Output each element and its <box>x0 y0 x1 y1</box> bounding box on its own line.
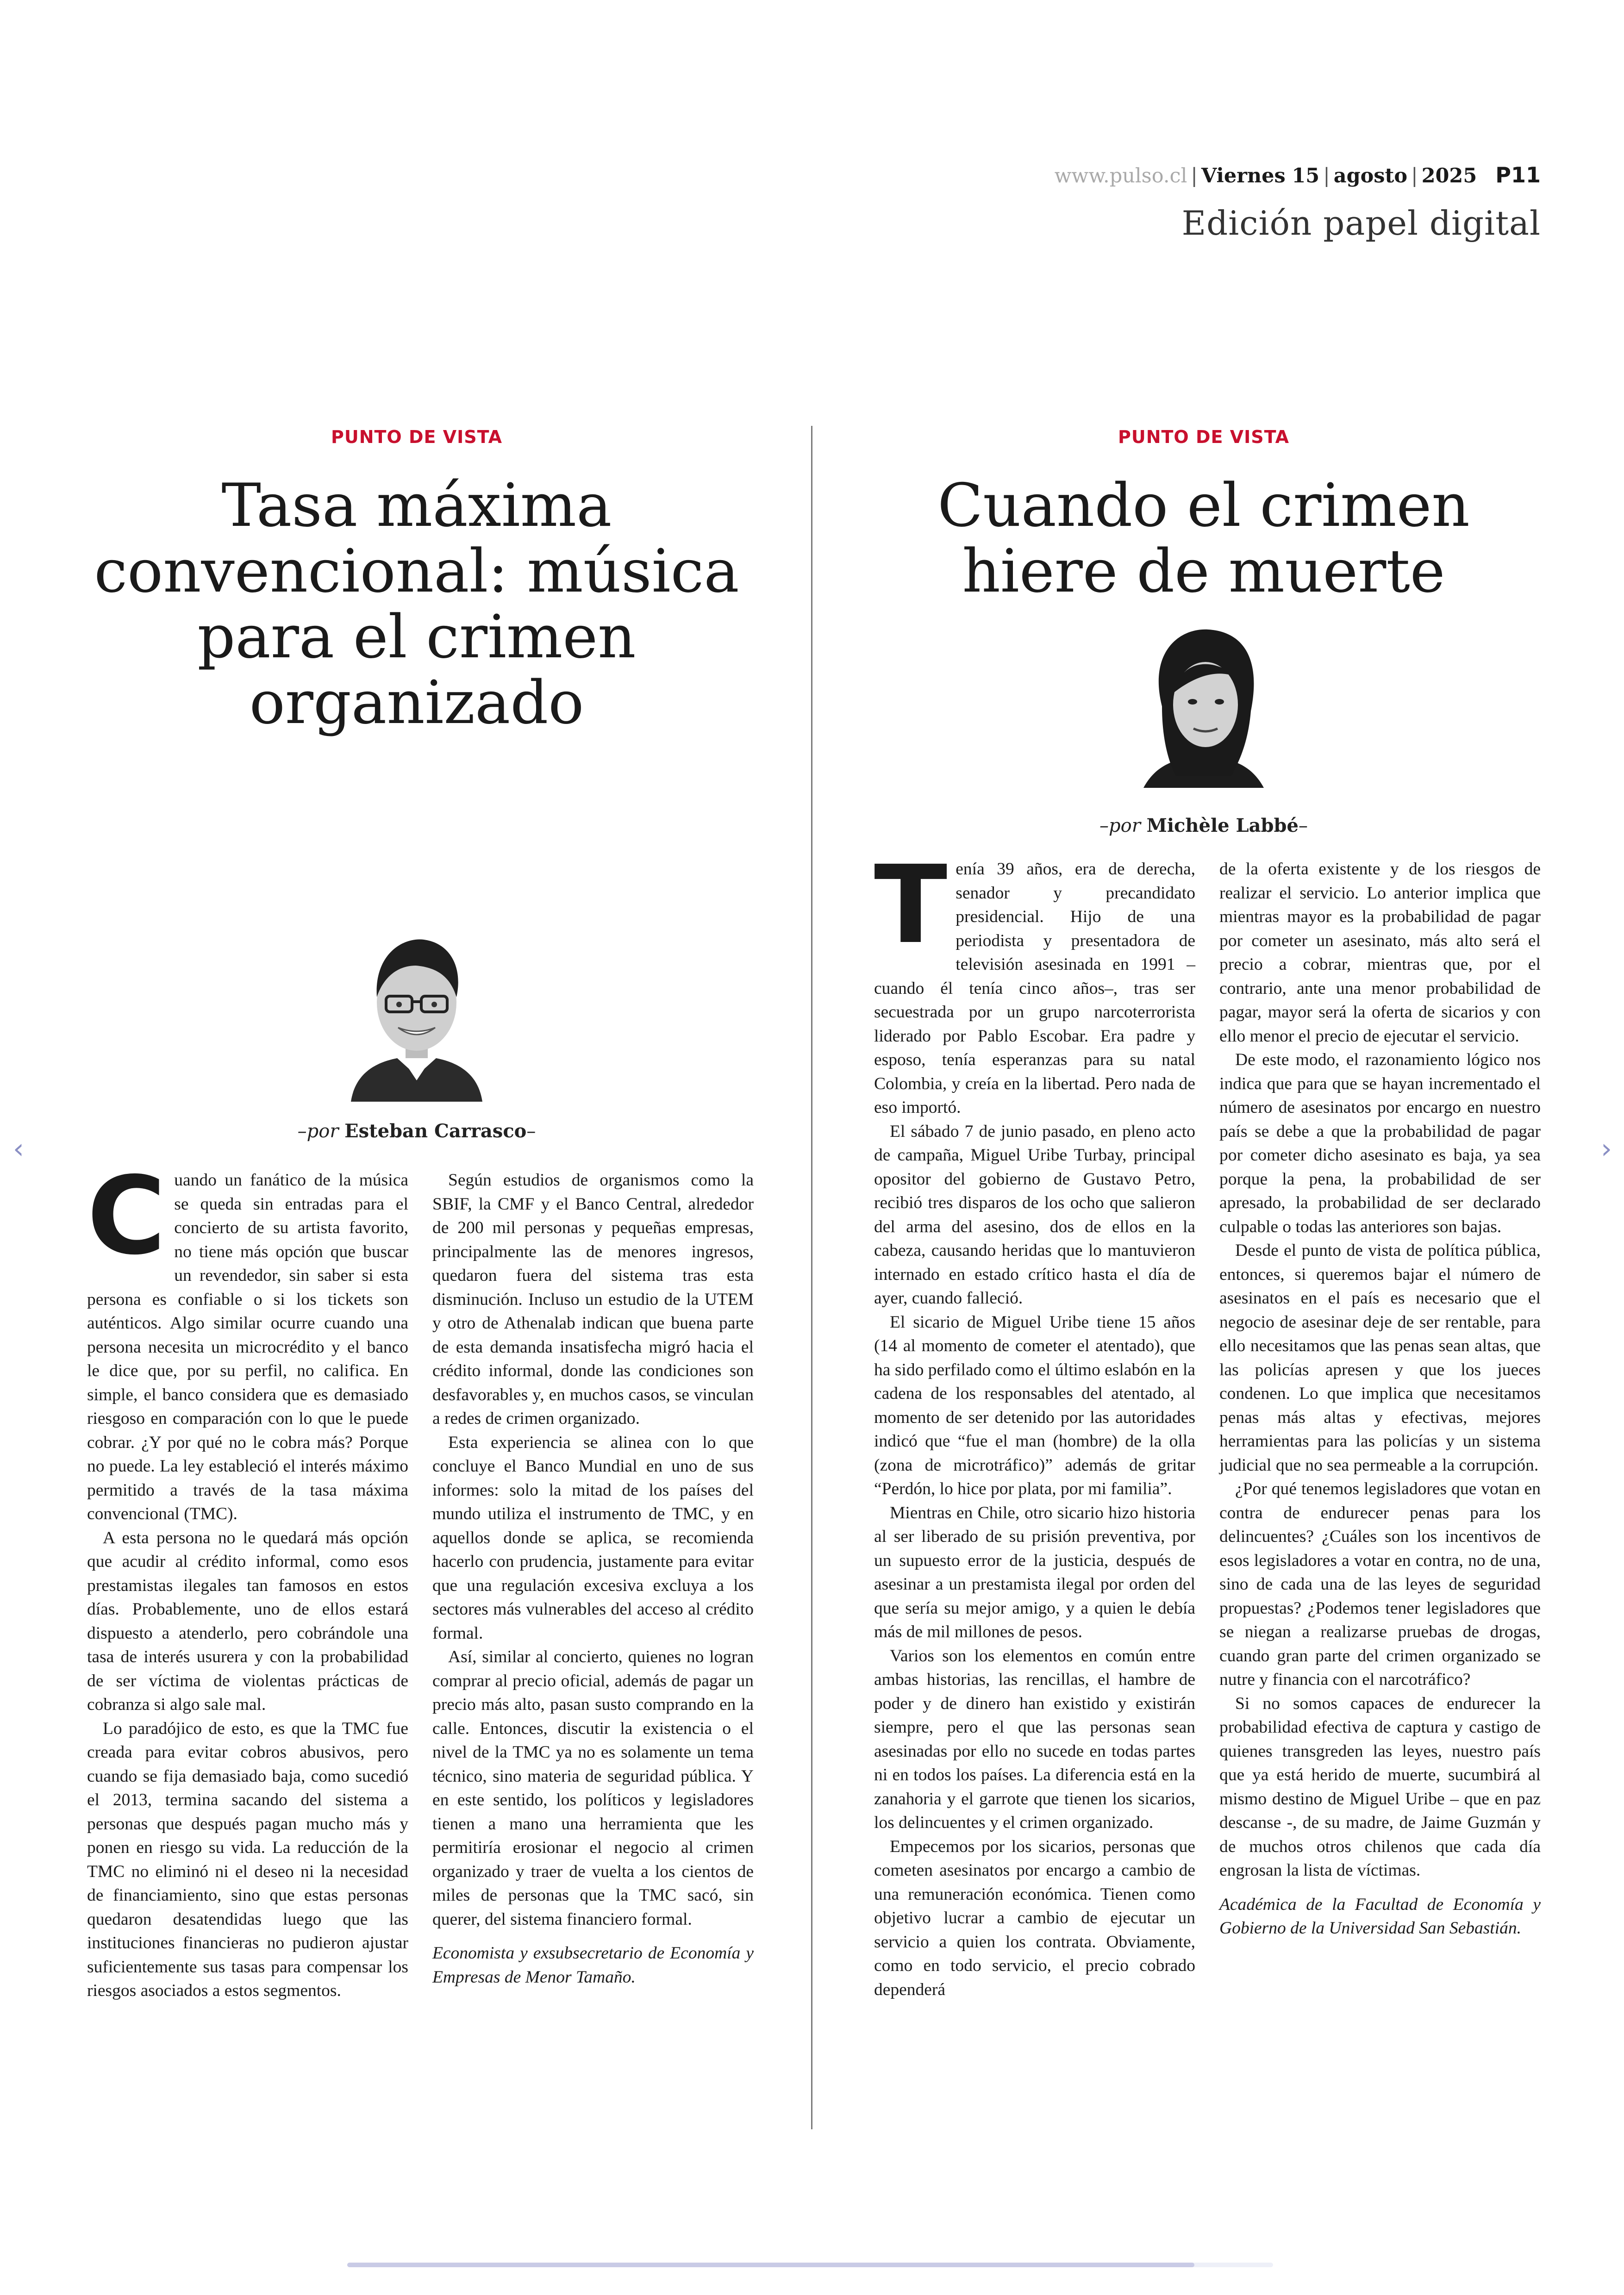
right-article-col2 <box>1219 857 1541 1940</box>
left-author[interactable]: Esteban Carrasco <box>344 1120 527 1142</box>
right-author-signature: Académica de la Facultad de Economía y Gobierno de la Universidad San Sebastián. <box>1219 1895 1541 1938</box>
paragraph: Empecemos por los sicarios, personas que cometen asesinatos por encargo a cambio de una remuneración económica. Tienen como objetivo lucrar a cambio de ejecutar un servicio a quien los contrata. Obviamente, como en todo servicio, el precio cobrado dependerá <box>874 1837 1195 1999</box>
paragraph: uando un fanático de la música se queda sin entradas para el concierto de su artista favorito, no tiene más opción que buscar un revendedor, sin saber si esta persona es confiable o si los tickets son auténticos. Algo similar ocurre cuando una persona necesita un microcrédito y el banco le dice que, por su perfil, no califica. En simple, el banco considera que es demasiado riesgoso en comparación con lo que le puede cobrar. ¿Y por qué no le cobra más? Porque no puede. La ley estableció el interés máximo permitido a través de la tasa máxima convencional (TMC). <box>87 1171 408 1523</box>
paragraph: Según estudios de organismos como la SBIF, la CMF y el Banco Central, alrededor de 200 mil personas y pequeñas empresas, principalmente las de menores ingresos, quedaron fuera del sistema tras esta disminución. Incluso un estudio de la UTEM y otro de Athenalab indican que buena parte de esta demanda insatisfecha migró hacia el crédito informal, donde las condiciones son desfavorables y, en muchos casos, se vinculan a redes de crimen organizado. <box>432 1171 754 1428</box>
paragraph: El sicario de Miguel Uribe tiene 15 años (14 al momento de cometer el atentado), que ha sido perfilado como el último eslabón en la cadena de los responsables del atentado, al momento de ser detenido por las autoridades indicó que “fue el man (hombre) de la olla (zona de microtráfico)” además de gritar “Perdón, lo hice por plata, por mi familia”. <box>874 1312 1195 1498</box>
right-kicker: PUNTO DE VISTA <box>1118 427 1289 447</box>
left-byline-prefix: –por <box>297 1121 339 1142</box>
edition-label: Edición papel digital <box>1181 204 1541 243</box>
horizontal-scrollbar-thumb[interactable] <box>347 2263 1194 2267</box>
paragraph: El sábado 7 de junio pasado, en pleno acto de campaña, Miguel Uribe Turbay, principal opositor del gobierno de Gustavo Petro, recibió tres disparos de los ocho que salieron del arma del asesino, dos de ellos en la cabeza, causando heridas que lo mantuvieron internado en estado crítico hasta el día de ayer, cuando falleció. <box>874 1122 1195 1308</box>
author-portrait-esteban-carrasco <box>346 923 487 1102</box>
paragraph: enía 39 años, era de derecha, senador y precandidato presidencial. Hijo de una periodista y presentadora de televisión asesinada en 1991 –cuando él tenía cinco años–, tras ser secuestrada por un grupo narcoterrorista liderado por Pablo Escobar. Era padre y esposo, tenía esperanzas para su natal Colombia, y creía en la libertad. Pero nada de eso importó. <box>874 860 1195 1117</box>
paragraph: Lo paradójico de esto, es que la TMC fue creada para evitar cobros abusivos, pero cuando se fija demasiado baja, como sucedió el 2013, termina sacando del sistema a personas que después pagan mucho más y ponen en riesgo su vida. La reducción de la TMC no eliminó ni el deseo ni la necesidad de financiamiento, sino que estas personas quedaron desatendidas luego que las instituciones financieras no pudieron ajustar suficientemente sus tasas para compensar los riesgos asociados a estos segmentos. <box>87 1719 408 2000</box>
paragraph: ¿Por qué tenemos legisladores que votan en contra de endurecer penas para los delincuentes? ¿Cuáles son los incentivos de esos legisladores a votar en contra, no de una, sino de cada una de las leyes de seguridad propuestas? ¿Podemos tener legisladores que se niegan a realizarse pruebas de drogas, cuando gran parte del crimen organizado se nutre y financia con el narcotráfico? <box>1219 1479 1541 1689</box>
right-author[interactable]: Michèle Labbé <box>1146 815 1299 836</box>
left-byline: –por Esteban Carrasco– <box>297 1120 536 1142</box>
header-year: 2025 <box>1421 164 1477 187</box>
author-portrait-michele-labbe <box>1130 623 1278 788</box>
right-headline: Cuando el crimen hiere de muerte <box>937 471 1470 606</box>
right-byline-prefix: –por <box>1099 815 1141 836</box>
column-divider <box>811 426 812 2129</box>
chevron-right-icon: › <box>1601 1133 1612 1165</box>
left-author-signature: Economista y exsubsecretario de Economía y Empresas de Menor Tamaño. <box>432 1944 754 1987</box>
paragraph: Esta experiencia se alinea con lo que concluye el Banco Mundial en uno de sus informes: solo la mitad de los países del mundo utiliza el instrumento de TMC, y en aquellos donde se aplica, se recomienda hacerlo con prudencia, justamente para evitar que una regulación excesiva excluya a los sectores más vulnerables del acceso al crédito formal. <box>432 1433 754 1643</box>
header-day: Viernes <box>1201 164 1286 187</box>
page-header: www.pulso.cl | Viernes 15 | agosto | 2025 P11 <box>1054 162 1541 187</box>
paragraph: De este modo, el razonamiento lógico nos indica que para que se hayan incrementado el número de asesinatos por encargo en nuestro país se debe a que la probabilidad de pagar por cometer dicho asesinato es baja, ya sea porque la pena, la probabilidad de ser apresado, la probabilidad de ser declarado culpable o todas las anteriores son bajas. <box>1219 1050 1541 1236</box>
next-page-button[interactable] <box>1593 1135 1620 1163</box>
prev-page-button[interactable] <box>5 1135 32 1163</box>
left-dropcap: C <box>87 1154 166 1278</box>
page-number: P11 <box>1495 162 1541 187</box>
right-dropcap: T <box>874 842 948 967</box>
header-date: 15 <box>1292 164 1320 187</box>
left-kicker: PUNTO DE VISTA <box>331 427 502 447</box>
left-article-col2 <box>432 1168 754 1989</box>
left-headline: Tasa máxima convencional: música para el crimen organizado <box>94 471 739 737</box>
paragraph: de la oferta existente y de los riesgos de realizar el servicio. Lo anterior implica que mientras mayor es la probabilidad de pagar por cometer un asesinato, más alto será el precio a cobrar, mientras que, por el contrario, ante una menor probabilidad de pagar, mayor será la oferta de sicarios y con ello menor el precio de ejecutar el servicio. <box>1219 860 1541 1046</box>
paragraph: Desde el punto de vista de política pública, entonces, si queremos bajar el número de asesinatos en el país es necesario que el negocio de asesinar deje de ser rentable, para ello necesitamos que las penas sean altas, que las policías apresen y que los jueces condenen. Lo que implica que necesitamos penas más altas y efectivas, mejores herramientas para las policías y un sistema judicial que no sea permeable a la corrupción. <box>1219 1241 1541 1475</box>
paragraph: Si no somos capaces de endurecer la probabilidad efectiva de captura y castigo de quienes transgreden las leyes, nuestro país que ya está herido de muerte, sucumbirá al mismo destino de Miguel Uribe – que en paz descanse -, de su madre, de Jaime Guzmán y de muchos otros chilenos que cada día engrosan la lista de víctimas. <box>1219 1694 1541 1880</box>
right-article-col1 <box>874 842 1195 2002</box>
paragraph: Varios son los elementos en común entre ambas historias, las rencillas, el hambre de poder y de dinero han existido y existirán siempre, pero el que las personas sean asesinadas por ello no sucede en todas partes ni en todos los países. La diferencia está en la zanahoria y el garrote que tienen los sicarios, los delincuentes y el crimen organizado. <box>874 1646 1195 1832</box>
paragraph: Así, similar al concierto, quienes no logran comprar al precio oficial, además de pagar un precio más alto, pasan susto comprando en la calle. Entonces, discutir la existencia o el nivel de la TMC ya no es solamente un tema técnico, sino materia de seguridad pública. Y en este sentido, los políticos y legisladores tienen a mano una herramienta que les permitiría erosionar el negocio al crimen organizado y traer de vuelta a los cientos de miles de personas que la TMC sacó, sin querer, del sistema financiero formal. <box>432 1647 754 1929</box>
paragraph: A esta persona no le quedará más opción que acudir al crédito informal, como esos prestamistas ilegales tan famosos en estos días. Probablemente, uno de ellos estará dispuesto a atenderlo, pero cobrándole una tasa de interés usurera y con la probabilidad de ser víctima de violentas prácticas de cobranza si algo sale mal. <box>87 1528 408 1714</box>
right-byline: –por Michèle Labbé– <box>1099 815 1308 836</box>
paragraph: Mientras en Chile, otro sicario hizo historia al ser liberado de su prisión preventiva, por un supuesto error de la justicia, después de asesinar a un prestamista ilegal por orden del que sería su mejor amigo, y a quien le debía más de mil millones de pesos. <box>874 1503 1195 1641</box>
chevron-left-icon: ‹ <box>13 1133 24 1165</box>
site-url[interactable]: www.pulso.cl <box>1054 164 1187 187</box>
left-article-col1 <box>87 1154 408 2003</box>
header-month: agosto <box>1333 164 1408 187</box>
